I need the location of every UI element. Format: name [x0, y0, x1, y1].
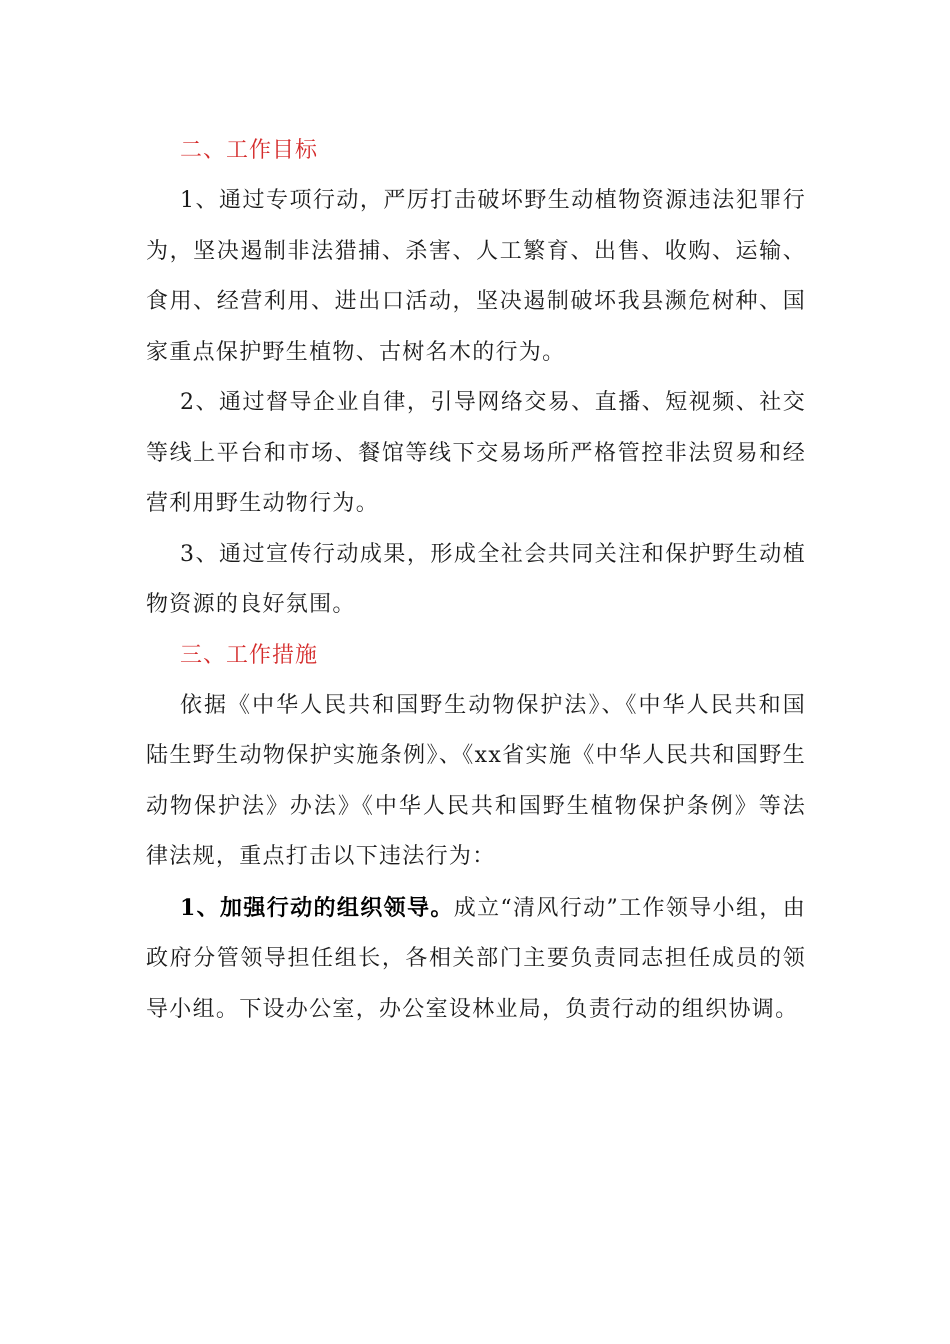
measures-intro-paragraph: 依据《中华人民共和国野生动物保护法》、《中华人民共和国陆生野生动物保护实施条例》、《xx省实施《中华人民共和国野生动物保护法》办法》《中华人民共和国野生植物保护条例》等法律法规，重点打击以下违法行为： [146, 692, 806, 869]
section-heading-work-measures: 三、工作措施 [180, 642, 319, 668]
goal-paragraph-1: 1、通过专项行动，严厉打击破坏野生动植物资源违法犯罪行为，坚决遏制非法猎捕、杀害、人工繁育、出售、收购、运输、食用、经营利用、进出口活动，坚决遏制破坏我县濒危树种、国家重点保护野生植物、古树名木的行为。 [146, 188, 806, 365]
measure-1-text: 成立“清风行动”工作领导小组，由政府分管领导担任组长，各相关部门主要负责同志担任成员的领导小组。下设办公室，办公室设林业局，负责行动的组织协调。 [146, 895, 806, 1022]
document-body [146, 126, 806, 1035]
measure-paragraph-1 [146, 883, 806, 1036]
measure-1-title: 1、加强行动的组织领导。 [180, 894, 454, 921]
section-heading-work-goals: 二、工作目标 [180, 138, 319, 163]
goal-paragraph-3: 3、通过宣传行动成果，形成全社会共同关注和保护野生动植物资源的良好氛围。 [146, 541, 806, 617]
goal-paragraph-2: 2、通过督导企业自律，引导网络交易、直播、短视频、社交等线上平台和市场、餐馆等线下交易场所严格管控非法贸易和经营利用野生动物行为。 [146, 390, 806, 516]
